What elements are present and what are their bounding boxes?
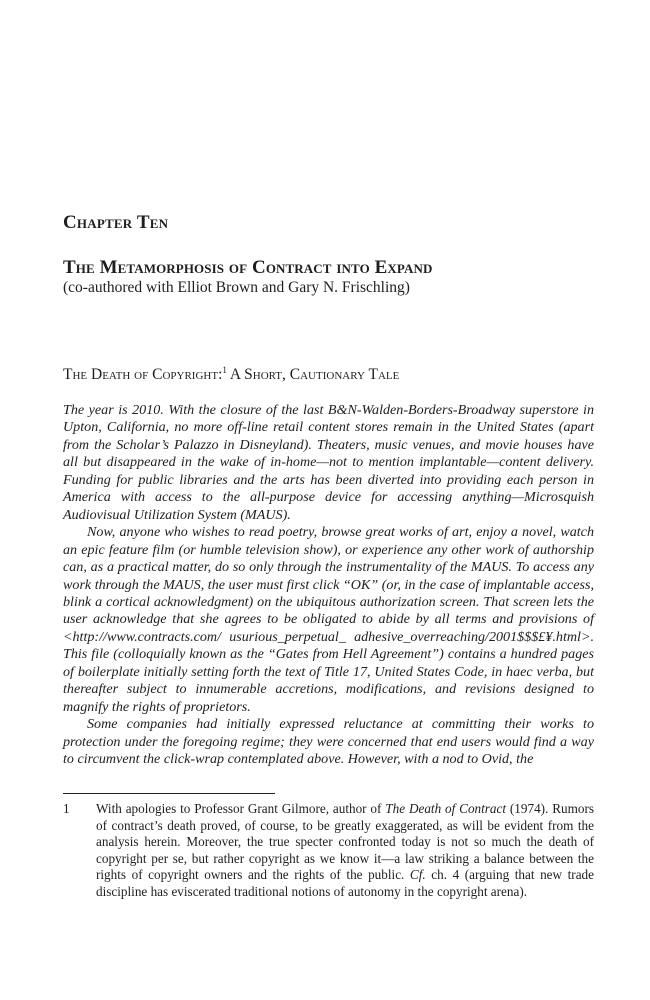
paragraph: The year is 2010. With the closure of the last B&N-Walden-Borders-Broadway superstore in Upton, California, no more off-line retail content stores remain in the United States (apart from the Scholar’s Palazzo in Disneyland). Theaters, music venues, and movie houses have all but disappeared in the wake of in-home—not to mention implantable—content delivery. Funding for public libraries and the arts has been diverted into providing each person in America with access to the all-purpose device for accessing anything—Microsquish Audiovisual Utilization System (MAUS). <box>63 402 594 523</box>
footnote-reference[interactable]: 1 <box>222 364 227 375</box>
body-text <box>63 402 594 769</box>
chapter-label: Chapter Ten <box>63 212 169 233</box>
section-heading <box>63 366 399 384</box>
chapter-title: The Metamorphosis of Contract into Expand <box>63 257 433 278</box>
footnote-text-part: With apologies to Professor Grant Gilmore, author of <box>96 801 386 816</box>
cf-signal: Cf. <box>409 867 426 882</box>
cited-book-title: The Death of Contract <box>385 801 507 816</box>
paragraph: Some companies had initially expressed reluctance at committing their works to protection under the foregoing regime; they were concerned that end users would find a way to circumvent the click-wrap contemplated above. However, with a nod to Ovid, the <box>63 716 594 768</box>
footnote-divider <box>63 793 275 794</box>
paragraph: Now, anyone who wishes to read poetry, browse great works of art, enjoy a novel, watch an epic feature film (or humble television show), or experience any other work of authorship can, as a practical matter, do so only through the instrumentality of the MAUS. To access any work through the MAUS, the user must first click “OK” (or, in the case of implantable access, blink a cortical acknowledgment) on the ubiquitous authorization screen. That screen lets the user acknowledge that she agrees to be obligated to abide by all terms and provisions of <http://www.contracts.com/ usurious_perpetual_ adhesive_overreaching/2001$$$£¥.html>. This file (colloquially known as the “Gates from Hell Agreement”) contains a hundred pages of boilerplate initially setting forth the text of Title 17, United States Code, in haec verba, but thereafter subject to innumerable accretions, modifications, and revisions designed to magnify the rights of proprietors. <box>63 524 594 715</box>
footnote-text-part: ch. 4 (arguing that new trade discipline has eviscerated traditional notions of autonomy in the copyright arena). <box>96 867 594 899</box>
coauthors-line: (co-authored with Elliot Brown and Gary N. Frischling) <box>63 279 410 296</box>
footnote-text-part: (1974). Rumors of contract’s death proved, of course, to be greatly exaggerated, as will be evident from the analysis herein. Moreover, the true specter confronted today is not so much the death of copyright per se, but rather copyright as we know it—a law striking a balance between the rights of copyright owners and the rights of the public. <box>96 801 594 882</box>
section-heading-main: The Death of Copyright: <box>63 366 223 383</box>
book-page <box>63 0 594 1000</box>
section-heading-subtitle: A Short, Cautionary Tale <box>226 366 400 383</box>
footnote-text <box>96 801 594 900</box>
footnote <box>63 801 594 900</box>
footnote-number: 1 <box>63 801 70 816</box>
